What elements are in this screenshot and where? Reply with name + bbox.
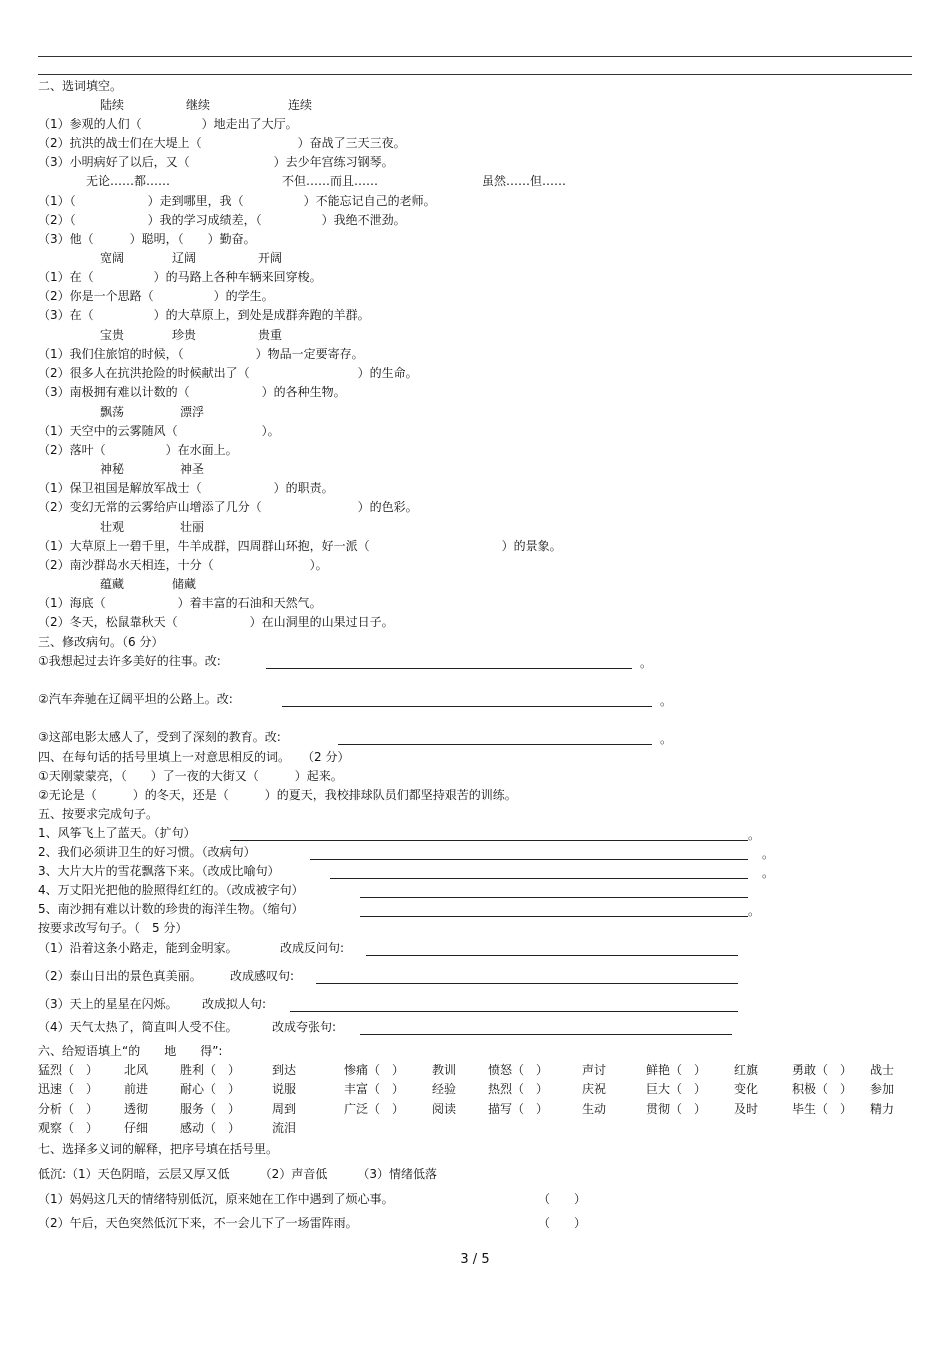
answer-line[interactable] (266, 668, 632, 669)
phrase-word: 庆祝 (582, 1082, 607, 1096)
phrase-word: 经验 (432, 1082, 457, 1096)
word-option: 神秘 (100, 462, 125, 476)
phrase-word: 说服 (272, 1082, 297, 1096)
question-item: （1）天空中的云雾随风（ ）。 (38, 424, 280, 438)
question-item: （2）落叶（ ）在水面上。 (38, 443, 238, 457)
phrase-word: 参加 (870, 1082, 895, 1096)
phrase-blank[interactable]: 描写（ ） (488, 1102, 549, 1116)
end-mark: 。 (660, 732, 673, 746)
answer-blank[interactable]: （ ） (538, 1192, 587, 1206)
phrase-word: 精力 (870, 1102, 895, 1116)
question-item: （3）他（ ）聪明，（ ）勤奋。 (38, 232, 256, 246)
end-mark: 。 (660, 694, 673, 708)
phrase-blank[interactable]: 耐心（ ） (180, 1082, 241, 1096)
question-item: ①我想起过去许多美好的往事。改: (38, 654, 221, 668)
rewrite-sentence: （1）沿着这条小路走，能到金明家。 (38, 941, 238, 955)
phrase-blank[interactable]: 鲜艳（ ） (646, 1063, 707, 1077)
phrase-blank[interactable]: 巨大（ ） (646, 1082, 707, 1096)
phrase-blank[interactable]: 丰富（ ） (344, 1082, 405, 1096)
section7-heading: 七、选择多义词的解释，把序号填在括号里。 (38, 1142, 279, 1156)
question-item: （3）在（ ）的大草原上，到处是成群奔跑的羊群。 (38, 308, 370, 322)
phrase-word: 到达 (272, 1063, 297, 1077)
phrase-word: 红旗 (734, 1063, 759, 1077)
page-number: 3 / 5 (460, 1252, 490, 1267)
section5-heading: 五、按要求完成句子。 (38, 807, 159, 821)
question-item: （2）午后，天色突然低沉下来，不一会儿下了一场雷阵雨。 (38, 1216, 358, 1230)
definition-list: 低沉:（1）天色阴暗，云层又厚又低 （2）声音低 （3）情绪低落 (38, 1167, 437, 1181)
word-option: 不但……而且…… (282, 174, 379, 188)
question-item: （2）你是一个思路（ ）的学生。 (38, 289, 274, 303)
word-option: 贵重 (258, 328, 283, 342)
phrase-word: 战士 (870, 1063, 895, 1077)
answer-line[interactable] (338, 744, 652, 745)
answer-line[interactable] (360, 916, 748, 917)
rewrite-task: 改成感叹句: (230, 969, 295, 983)
word-option: 辽阔 (172, 251, 197, 265)
phrase-blank[interactable]: 勇敢（ ） (792, 1063, 853, 1077)
rewrite-task: 改成拟人句: (202, 997, 267, 1011)
question-item: （2）冬天，松鼠靠秋天（ ）在山洞里的山果过日子。 (38, 615, 394, 629)
phrase-blank[interactable]: 热烈（ ） (488, 1082, 549, 1096)
word-option: 宽阔 (100, 251, 125, 265)
end-mark: 。 (640, 656, 653, 670)
answer-line[interactable] (360, 1034, 732, 1035)
phrase-word: 生动 (582, 1102, 607, 1116)
word-option: 宝贵 (100, 328, 125, 342)
question-item: （3）小明病好了以后，又（ ）去少年宫练习钢琴。 (38, 155, 394, 169)
question-item: （2）抗洪的战士们在大堤上（ ）奋战了三天三夜。 (38, 136, 406, 150)
phrase-word: 变化 (734, 1082, 759, 1096)
rewrite-sentence: （3）天上的星星在闪烁。 (38, 997, 178, 1011)
section4-heading: 四、在每句话的括号里填上一对意思相反的词。 （2 分） (38, 750, 350, 764)
end-mark: 。 (748, 828, 761, 842)
question-item: ①天刚蒙蒙亮，（ ）了一夜的大街又（ ）起来。 (38, 769, 343, 783)
rewrite-task: 改成夸张句: (272, 1020, 337, 1034)
word-option: 珍贵 (172, 328, 197, 342)
question-item: （1）大草原上一碧千里，牛羊成群，四周群山环抱，好一派（ ）的景象。 (38, 539, 562, 553)
answer-line[interactable] (230, 840, 748, 841)
top-rule (38, 56, 912, 57)
word-option: 连续 (288, 98, 313, 112)
answer-blank[interactable]: （ ） (538, 1216, 587, 1230)
end-mark: 。 (748, 904, 761, 918)
rewrite-task: 改成反问句: (280, 941, 345, 955)
word-option: 无论……都…… (86, 174, 171, 188)
question-item: ②汽车奔驰在辽阔平坦的公路上。改: (38, 692, 233, 706)
word-option: 壮丽 (180, 520, 205, 534)
answer-line[interactable] (366, 955, 738, 956)
question-item: （1）妈妈这几天的情绪特别低沉，原来她在工作中遇到了烦心事。 (38, 1192, 394, 1206)
phrase-word: 前进 (124, 1082, 149, 1096)
question-item: （2）（ ）我的学习成绩差，（ ）我绝不泄劲。 (38, 213, 406, 227)
phrase-word: 流泪 (272, 1121, 297, 1135)
question-item: 3、大片大片的雪花飘落下来。（改成比喻句） (38, 864, 280, 878)
phrase-word: 及时 (734, 1102, 759, 1116)
question-item: （2）南沙群岛水天相连，十分（ ）。 (38, 558, 328, 572)
phrase-blank[interactable]: 服务（ ） (180, 1102, 241, 1116)
phrase-blank[interactable]: 积极（ ） (792, 1082, 853, 1096)
phrase-blank[interactable]: 迅速（ ） (38, 1082, 99, 1096)
section3-heading: 三、修改病句。（6 分） (38, 635, 164, 649)
end-mark: 。 (762, 847, 775, 861)
question-item: （1）保卫祖国是解放军战士（ ）的职责。 (38, 481, 334, 495)
end-mark: 。 (762, 866, 775, 880)
word-option: 壮观 (100, 520, 125, 534)
phrase-word: 北风 (124, 1063, 149, 1077)
word-option: 开阔 (258, 251, 283, 265)
question-item: （1）参观的人们（ ）地走出了大厅。 (38, 117, 298, 131)
phrase-word: 周到 (272, 1102, 297, 1116)
phrase-word: 仔细 (124, 1121, 149, 1135)
word-option: 飘荡 (100, 405, 125, 419)
phrase-blank[interactable]: 广泛（ ） (344, 1102, 405, 1116)
section2-heading: 二、选词填空。 (38, 79, 123, 93)
phrase-blank[interactable]: 胜利（ ） (180, 1063, 241, 1077)
phrase-blank[interactable]: 惨痛（ ） (344, 1063, 405, 1077)
word-option: 储藏 (172, 577, 197, 591)
answer-line[interactable] (282, 706, 652, 707)
question-item: ②无论是（ ）的冬天，还是（ ）的夏天，我校排球队员们都坚持艰苦的训练。 (38, 788, 517, 802)
word-option: 漂浮 (180, 405, 205, 419)
phrase-word: 阅读 (432, 1102, 457, 1116)
question-item: 2、我们必须讲卫生的好习惯。（改病句） (38, 845, 256, 859)
phrase-blank[interactable]: 分析（ ） (38, 1102, 99, 1116)
question-item: （2）很多人在抗洪抢险的时候献出了（ ）的生命。 (38, 366, 418, 380)
word-option: 陆续 (100, 98, 125, 112)
phrase-word: 教训 (432, 1063, 457, 1077)
phrase-blank[interactable]: 感动（ ） (180, 1121, 241, 1135)
question-item: 4、万丈阳光把他的脸照得红红的。（改成被字句） (38, 883, 304, 897)
word-option: 神圣 (180, 462, 205, 476)
phrase-blank[interactable]: 毕生（ ） (792, 1102, 853, 1116)
top-rule-second (38, 74, 912, 75)
phrase-blank[interactable]: 观察（ ） (38, 1121, 99, 1135)
rewrite-heading: 按要求改写句子。（ 5 分） (38, 921, 188, 935)
question-item: （2）变幻无常的云雾给庐山增添了几分（ ）的色彩。 (38, 500, 418, 514)
rewrite-sentence: （2）泰山日出的景色真美丽。 (38, 969, 202, 983)
word-option: 蕴藏 (100, 577, 125, 591)
word-option: 继续 (186, 98, 211, 112)
question-item: （1）我们住旅馆的时候，（ ）物品一定要寄存。 (38, 347, 364, 361)
question-item: ③这部电影太感人了，受到了深刻的教育。改: (38, 730, 281, 744)
answer-line[interactable] (310, 859, 748, 860)
answer-line[interactable] (316, 983, 738, 984)
question-item: （1）在（ ）的马路上各种车辆来回穿梭。 (38, 270, 322, 284)
phrase-blank[interactable]: 贯彻（ ） (646, 1102, 707, 1116)
rewrite-sentence: （4）天气太热了，简直叫人受不住。 (38, 1020, 238, 1034)
answer-line[interactable] (360, 897, 748, 898)
phrase-blank[interactable]: 愤怒（ ） (488, 1063, 549, 1077)
section6-heading: 六、给短语填上“的 地 得”: (38, 1044, 223, 1058)
question-item: 5、南沙拥有难以计数的珍贵的海洋生物。（缩句） (38, 902, 304, 916)
phrase-word: 透彻 (124, 1102, 149, 1116)
phrase-word: 声讨 (582, 1063, 607, 1077)
question-item: （1）（ ）走到哪里，我（ ）不能忘记自己的老师。 (38, 194, 436, 208)
answer-line[interactable] (330, 878, 748, 879)
answer-line[interactable] (290, 1011, 738, 1012)
phrase-blank[interactable]: 猛烈（ ） (38, 1063, 99, 1077)
question-item: （1）海底（ ）着丰富的石油和天然气。 (38, 596, 322, 610)
word-option: 虽然……但…… (482, 174, 567, 188)
question-item: （3）南极拥有难以计数的（ ）的各种生物。 (38, 385, 346, 399)
question-item: 1、风筝飞上了蓝天。（扩句） (38, 826, 196, 840)
